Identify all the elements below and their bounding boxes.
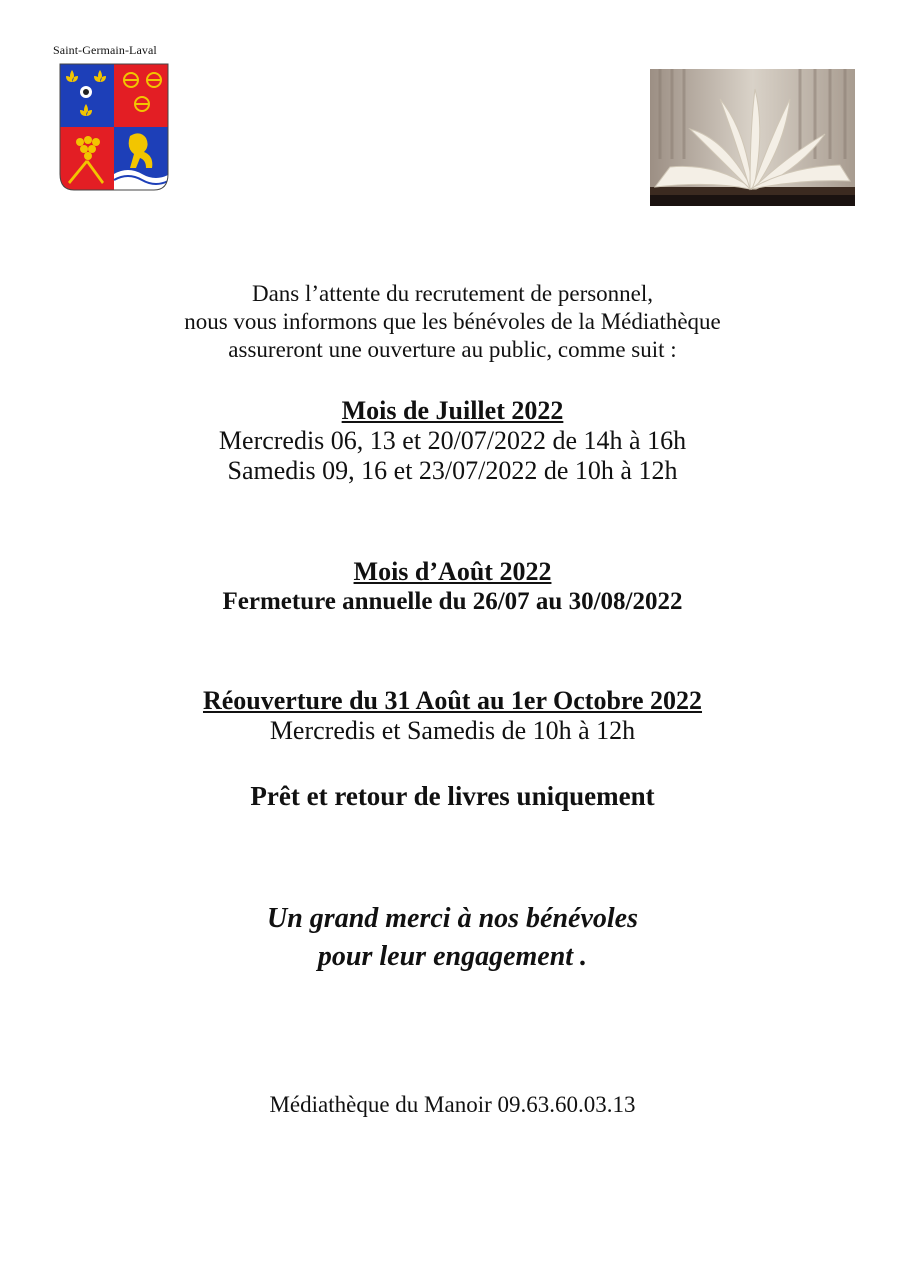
reopening-hours: Mercredis et Samedis de 10h à 12h — [269, 716, 636, 745]
july-line: Samedis 09, 16 et 23/07/2022 de 10h à 12h — [227, 456, 678, 485]
open-book-photo-icon — [650, 69, 855, 206]
july-line: Mercredis 06, 13 et 20/07/2022 de 14h à 16h — [218, 426, 687, 455]
august-section — [0, 557, 905, 617]
thanks-line: Un grand merci à nos bénévoles — [267, 903, 638, 934]
thanks-section — [0, 900, 905, 976]
reopening-section — [0, 686, 905, 746]
footer-contact: Médiathèque du Manoir 09.63.60.03.13 — [269, 1092, 636, 1117]
july-section — [0, 396, 905, 486]
intro-line: assureront une ouverture au public, comme suit : — [228, 337, 677, 362]
thanks-line: pour leur engagement . — [317, 941, 588, 972]
august-heading: Mois d’Août 2022 — [353, 557, 552, 586]
town-name: Saint-Germain-Laval — [53, 43, 157, 57]
intro-line: Dans l’attente du recrutement de personnel, — [251, 281, 654, 306]
august-closure: Fermeture annuelle du 26/07 au 30/08/2022 — [222, 588, 683, 615]
coat-of-arms-icon — [58, 62, 170, 194]
intro-line: nous vous informons que les bénévoles de la Médiathèque — [184, 309, 721, 334]
july-heading: Mois de Juillet 2022 — [341, 396, 564, 425]
intro-text — [0, 280, 905, 364]
reopening-heading: Réouverture du 31 Août au 1er Octobre 2022 — [202, 686, 703, 715]
service-note: Prêt et retour de livres uniquement — [250, 781, 655, 811]
